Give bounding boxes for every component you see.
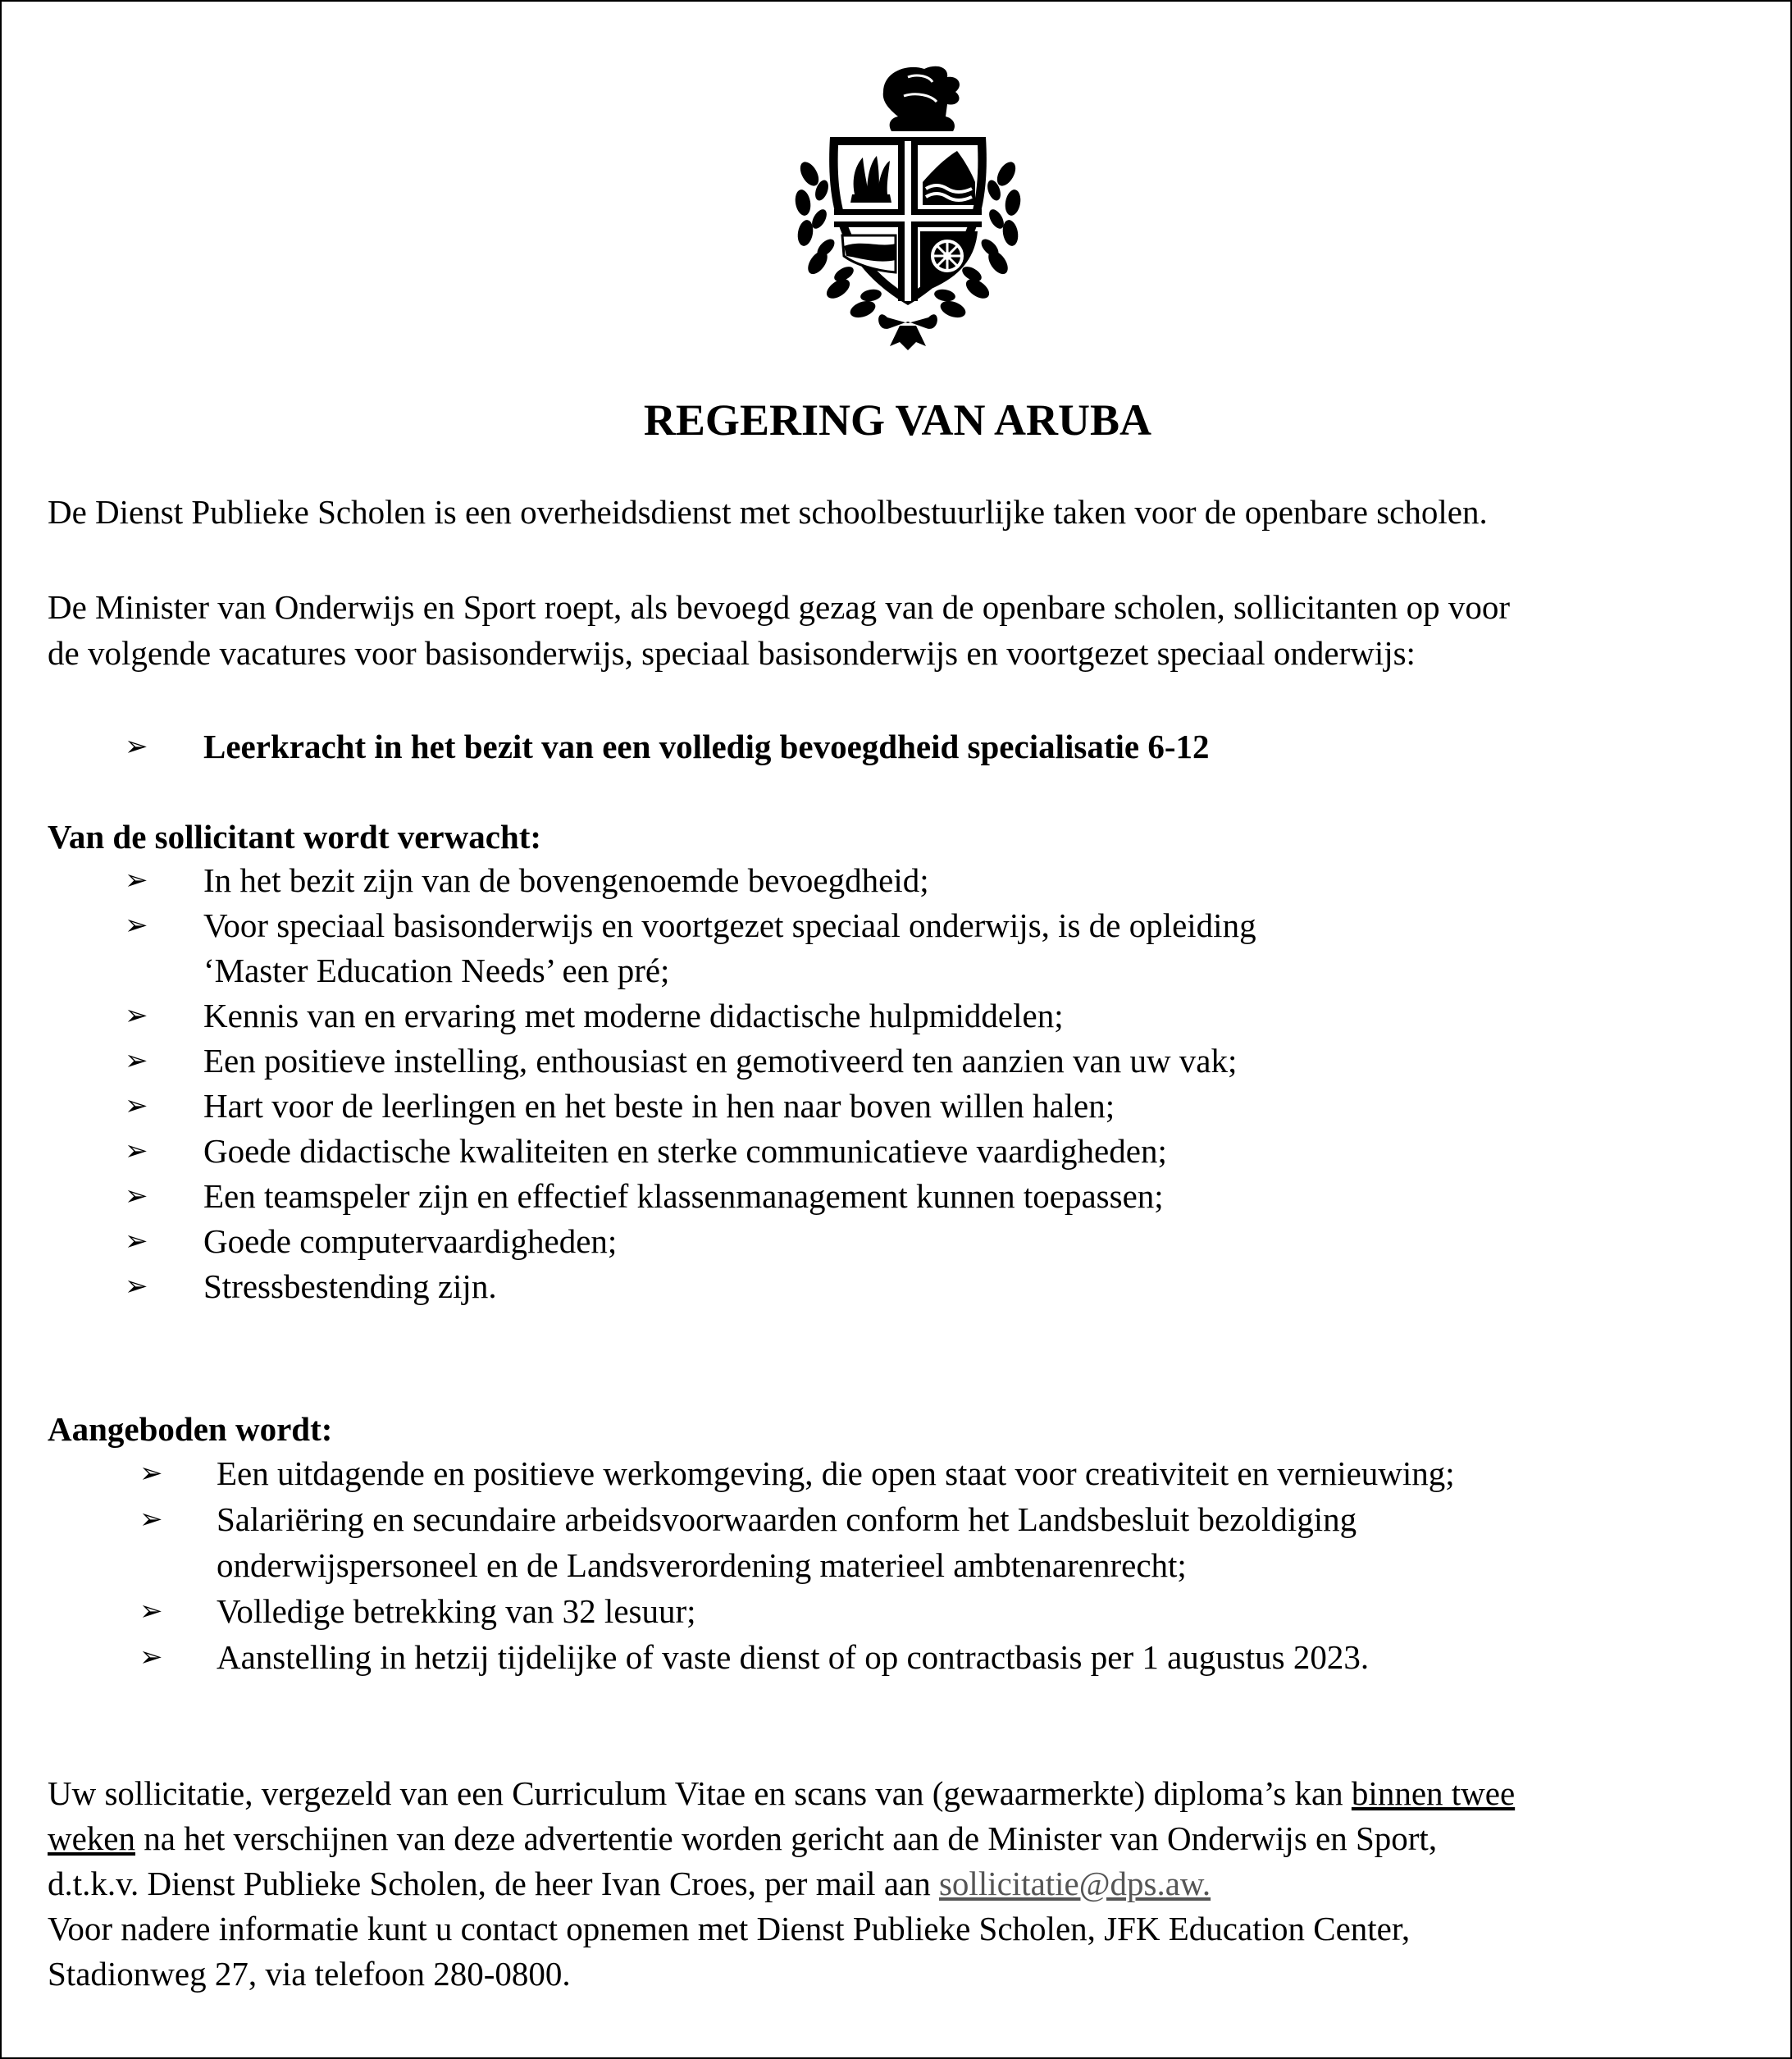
expected-heading: Van de sollicitant wordt verwacht: [48,818,542,856]
contact-line-2: Stadionweg 27, via telefoon 280-0800. [48,1955,571,1993]
application-text: d.t.k.v. Dienst Publieke Scholen, de heer Ivan Croes, per mail aan [48,1865,939,1902]
arrow-bullet-icon: ➢ [125,1180,148,1212]
vacancy-title: Leerkracht in het bezit van een volledig bevoegdheid specialisatie 6-12 [203,728,1210,765]
list-item: Goede didactische kwaliteiten en sterke communicatieve vaardigheden; [203,1132,1167,1170]
intro-paragraph-2-line-1: De Minister van Onderwijs en Sport roept, als bevoegd gezag van de openbare scholen, sollicitanten op voor [48,588,1510,626]
list-item: Een teamspeler zijn en effectief klassenmanagement kunnen toepassen; [203,1177,1164,1215]
application-text: na het verschijnen van deze advertentie worden gericht aan de Minister van Onderwijs en Sport, [135,1819,1438,1857]
application-text: Uw sollicitatie, vergezeld van een Curriculum Vitae en scans van (gewaarmerkte) diploma’s kan [48,1774,1352,1812]
application-line-3 [48,1860,1211,1906]
arrow-bullet-icon: ➢ [125,1270,148,1303]
list-item: Een uitdagende en positieve werkomgeving, die open staat voor creativiteit en vernieuwing; [217,1454,1455,1492]
list-item: Een positieve instelling, enthousiast en gemotiveerd ten aanzien van uw vak; [203,1042,1238,1080]
deadline-text: binnen twee [1351,1774,1516,1812]
list-item: Voor speciaal basisonderwijs en voortgezet speciaal onderwijs, is de opleiding [203,906,1256,944]
list-item: Hart voor de leerlingen en het beste in hen naar boven willen halen; [203,1087,1115,1125]
arrow-bullet-icon: ➢ [125,730,148,763]
arrow-bullet-icon: ➢ [125,1044,148,1077]
list-item: Stressbestending zijn. [203,1267,497,1305]
list-item: Volledige betrekking van 32 lesuur; [217,1592,696,1630]
arrow-bullet-icon: ➢ [125,864,148,897]
list-item-continuation: onderwijspersoneel en de Landsverordening materieel ambtenarenrecht; [217,1546,1187,1584]
list-item: Goede computervaardigheden; [203,1222,618,1260]
arrow-bullet-icon: ➢ [139,1503,163,1536]
aruba-coat-of-arms-icon [785,59,1031,354]
arrow-bullet-icon: ➢ [125,999,148,1032]
arrow-bullet-icon: ➢ [139,1595,163,1628]
arrow-bullet-icon: ➢ [125,1089,148,1122]
list-item: Kennis van en ervaring met moderne didactische hulpmiddelen; [203,997,1064,1034]
list-item: Salariëring en secundaire arbeidsvoorwaarden conform het Landsbesluit bezoldiging [217,1500,1357,1538]
application-line-2 [48,1815,1437,1861]
arrow-bullet-icon: ➢ [139,1457,163,1490]
contact-line-1: Voor nadere informatie kunt u contact opnemen met Dienst Publieke Scholen, JFK Education Center, [48,1910,1411,1947]
arrow-bullet-icon: ➢ [139,1641,163,1673]
intro-paragraph-2-line-2: de volgende vacatures voor basisonderwijs, speciaal basisonderwijs en voortgezet speciaal onderwijs: [48,634,1416,672]
offered-heading: Aangeboden wordt: [48,1410,333,1448]
arrow-bullet-icon: ➢ [125,909,148,942]
email-link[interactable]: sollicitatie@dps.aw. [938,1865,1211,1902]
list-item: Aanstelling in hetzij tijdelijke of vaste dienst of op contractbasis per 1 augustus 2023. [217,1638,1370,1676]
application-line-1 [48,1770,1515,1816]
page-title: REGERING VAN ARUBA [643,395,1152,445]
list-item: In het bezit zijn van de bovengenoemde bevoegdheid; [203,861,929,899]
arrow-bullet-icon: ➢ [125,1225,148,1258]
intro-paragraph: De Dienst Publieke Scholen is een overheidsdienst met schoolbestuurlijke taken voor de openbare scholen. [48,493,1488,531]
deadline-text: weken [48,1819,136,1857]
arrow-bullet-icon: ➢ [125,1135,148,1167]
list-item-continuation: ‘Master Education Needs’ een pré; [203,952,670,989]
